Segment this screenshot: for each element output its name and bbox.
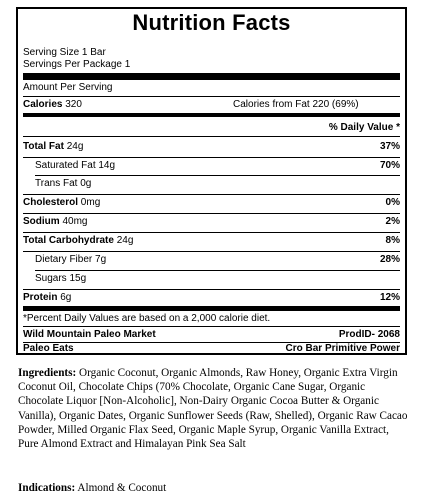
divider xyxy=(23,213,400,214)
nutrient-amount: 15g xyxy=(69,273,87,284)
nutrient-row xyxy=(23,160,400,172)
store-name: Wild Mountain Paleo Market xyxy=(23,329,156,340)
divider xyxy=(23,194,400,195)
calories-label: Calories xyxy=(23,99,63,110)
nutrient-row xyxy=(23,273,400,285)
nutrient-row xyxy=(23,178,400,190)
nutrient-amount: 14g xyxy=(98,160,116,171)
nutrient-row xyxy=(23,292,400,304)
daily-value-header: % Daily Value * xyxy=(328,122,400,133)
nutrient-amount: 24g xyxy=(116,235,134,246)
nutrient-row xyxy=(23,235,400,247)
indications-label: Indications: xyxy=(18,482,76,494)
nutrient-amount: 0mg xyxy=(80,197,101,208)
indications-paragraph xyxy=(18,481,166,495)
brand-row xyxy=(23,329,400,341)
thick-divider xyxy=(23,306,400,311)
nutrient-amount: 40mg xyxy=(62,216,88,227)
divider xyxy=(35,270,400,271)
nutrient-label: Total Carbohydrate xyxy=(23,235,114,246)
divider xyxy=(23,251,400,252)
servings-per-package: Servings Per Package 1 xyxy=(23,59,131,70)
ingredients-label: Ingredients: xyxy=(18,367,77,379)
product-id: ProdID- 2068 xyxy=(338,329,400,340)
product-name: Cro Bar Primitive Power xyxy=(285,343,400,354)
ingredients-text: Organic Coconut, Organic Almonds, Raw Honey, Organic Extra Virgin Coconut Oil, Chocolate Chips (70% Chocolate, Organic Cane Sugar, Organic Chocolate Liquor [Non-Alcoholic], Non-Dairy Organic Cocoa Butter & Organic Vanilla), Organic Dates, Organic Sunflower Seeds (Raw, Shelled), Organic Raw Cacao Powder, Milled Organic Flax Seed, Organic Maple Syrup, Organic Vanilla Extract, Pure Almond Extract and Himalayan Pink Sea Salt xyxy=(18,367,408,451)
nutrient-dv: 28% xyxy=(379,254,400,265)
nutrient-row xyxy=(23,216,400,228)
nutrient-label: Saturated Fat xyxy=(35,160,96,171)
nutrient-row xyxy=(23,141,400,153)
brand-name: Paleo Eats xyxy=(23,343,74,354)
nutrient-row xyxy=(23,254,400,266)
calories-row xyxy=(23,99,400,111)
nutrient-label: Cholesterol xyxy=(23,197,79,208)
nutrition-facts-panel xyxy=(16,7,407,355)
nutrient-dv: 8% xyxy=(385,235,400,246)
nutrient-amount: 7g xyxy=(95,254,107,265)
nutrient-label: Total Fat xyxy=(23,141,64,152)
nutrition-facts-title: Nutrition Facts xyxy=(132,10,291,35)
nutrient-amount: 6g xyxy=(60,292,72,303)
nutrient-dv: 2% xyxy=(385,216,400,227)
product-row xyxy=(23,343,400,355)
serving-size: Serving Size 1 Bar xyxy=(23,47,106,58)
divider xyxy=(23,289,400,290)
indications-text: Almond & Coconut xyxy=(75,482,167,494)
calories-from-fat: Calories from Fat 220 (69%) xyxy=(233,99,359,110)
nutrient-dv: 12% xyxy=(379,292,400,303)
divider xyxy=(35,175,400,176)
nutrient-row xyxy=(23,197,400,209)
nutrient-label: Sodium xyxy=(23,216,60,227)
nutrient-label: Protein xyxy=(23,292,58,303)
daily-value-footnote: *Percent Daily Values are based on a 2,000 calorie diet. xyxy=(23,313,271,324)
amount-per-serving: Amount Per Serving xyxy=(23,82,113,93)
thick-divider xyxy=(23,73,400,80)
nutrient-dv: 70% xyxy=(379,160,400,171)
nutrient-label: Sugars xyxy=(35,273,67,284)
divider xyxy=(23,232,400,233)
divider xyxy=(23,136,400,137)
nutrient-label: Trans Fat xyxy=(35,178,78,189)
divider xyxy=(23,96,400,97)
calories-value: 320 xyxy=(65,99,82,110)
divider xyxy=(23,157,400,158)
nutrient-dv: 37% xyxy=(379,141,400,152)
nutrient-amount: 24g xyxy=(66,141,84,152)
ingredients-paragraph xyxy=(18,366,408,451)
nutrient-amount: 0g xyxy=(80,178,92,189)
divider xyxy=(23,326,400,327)
medium-divider xyxy=(23,113,400,117)
nutrient-label: Dietary Fiber xyxy=(35,254,93,265)
nutrient-dv: 0% xyxy=(385,197,400,208)
